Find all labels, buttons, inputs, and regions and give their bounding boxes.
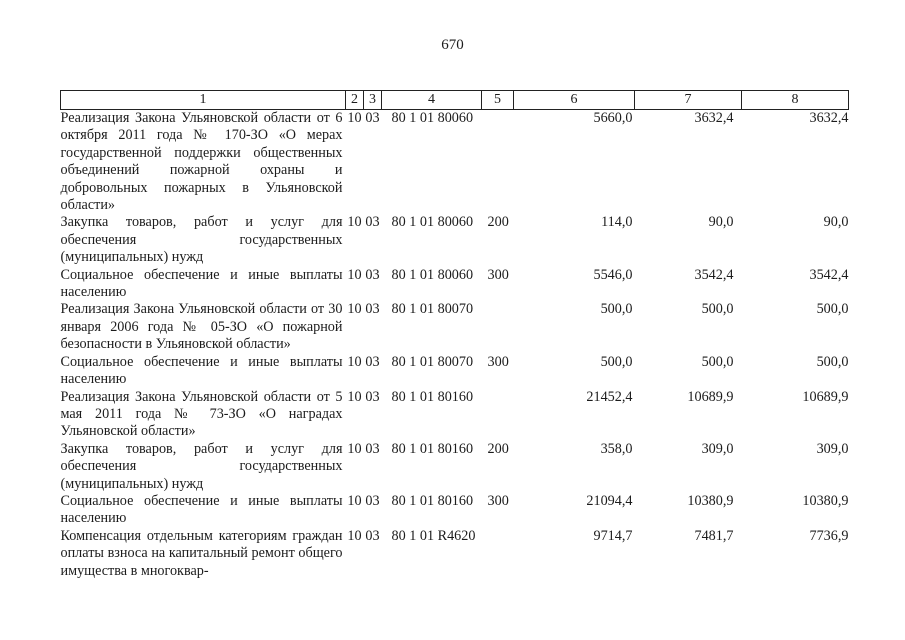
target-article-code: 80 1 01 R4620 [391,527,476,544]
expense-type-code [482,528,514,580]
header-row [61,91,849,110]
amount-col-7: 7481,7 [694,527,734,544]
expense-type-code: 200 [487,214,509,231]
item-name: Реализация Закона Ульяновской области от 30 января 2006 года № 05-ЗО «О пожарной безопасности в Ульяновской области» [60,301,343,353]
target-article-code: 80 1 01 80060 [391,110,474,126]
target-article-code: 80 1 01 80160 [391,388,474,405]
amount-col-6: 9714,7 [593,527,633,544]
expense-type-code [482,301,514,353]
target-article-code: 80 1 01 80060 [391,214,474,231]
item-name: Компенсация отдельным категориям граждан оплаты взноса на капитальный ремонт общего имущества в многоквар- [60,527,343,579]
item-name: Реализация Закона Ульяновской области от 5 мая 2011 года № 73-ЗО «О наградах Ульяновской области» [60,388,343,440]
amount-col-8: 309,0 [816,440,849,457]
column-header-2: 2 [346,91,364,110]
amount-col-6: 500,0 [600,353,633,370]
expense-type-code: 300 [487,492,509,509]
section-code: 10 [347,110,362,126]
amount-col-7: 10689,9 [687,388,734,405]
amount-col-7: 90,0 [708,214,734,231]
amount-col-7: 500,0 [701,353,734,370]
table-row [61,354,849,389]
amount-col-8: 500,0 [816,353,849,370]
column-header-5: 5 [482,91,514,110]
column-header-1: 1 [61,91,346,110]
table-row [61,214,849,266]
column-header-4: 4 [382,91,482,110]
section-code: 10 [347,214,362,231]
amount-col-7: 10380,9 [687,492,734,509]
amount-col-7: 3632,4 [694,110,734,126]
section-code: 10 [347,527,362,544]
section-code: 10 [347,301,362,318]
amount-col-8: 7736,9 [809,527,849,544]
amount-col-6: 5546,0 [593,266,633,283]
table-row [61,110,849,215]
table-row [61,389,849,441]
amount-col-7: 500,0 [701,301,734,318]
subsection-code: 03 [365,353,380,370]
item-name: Социальное обеспечение и иные выплаты населению [60,353,343,388]
item-name: Закупка товаров, работ и услуг для обеспечения государственных (муниципальных) нужд [60,440,343,492]
target-article-code: 80 1 01 80070 [391,353,474,370]
expense-type-code: 300 [487,266,509,283]
subsection-code: 03 [365,388,380,405]
table-body [61,110,849,580]
subsection-code: 03 [365,110,380,126]
amount-col-8: 3542,4 [809,266,849,283]
column-header-3: 3 [364,91,382,110]
amount-col-8: 10689,9 [802,388,849,405]
column-header-8: 8 [742,91,849,110]
table-row [61,267,849,302]
amount-col-6: 500,0 [600,301,633,318]
table-row [61,301,849,353]
item-name: Закупка товаров, работ и услуг для обеспечения государственных (муниципальных) нужд [60,214,343,266]
subsection-code: 03 [365,527,380,544]
item-name: Социальное обеспечение и иные выплаты населению [60,266,343,301]
amount-col-8: 10380,9 [802,492,849,509]
expense-type-code [482,389,514,441]
table-row [61,441,849,493]
column-header-7: 7 [635,91,742,110]
table-row [61,528,849,580]
subsection-code: 03 [365,301,380,318]
target-article-code: 80 1 01 80160 [391,440,474,457]
amount-col-7: 309,0 [701,440,734,457]
amount-col-6: 21094,4 [586,492,633,509]
amount-col-6: 21452,4 [586,388,633,405]
budget-table [60,90,849,580]
subsection-code: 03 [365,214,380,231]
item-name: Социальное обеспечение и иные выплаты населению [60,492,343,527]
subsection-code: 03 [365,492,380,509]
subsection-code: 03 [365,440,380,457]
amount-col-8: 90,0 [823,214,849,231]
table-row [61,493,849,528]
amount-col-6: 358,0 [600,440,633,457]
expense-type-code: 300 [487,353,509,370]
subsection-code: 03 [365,266,380,283]
target-article-code: 80 1 01 80160 [391,492,474,509]
target-article-code: 80 1 01 80070 [391,301,474,318]
expense-type-code: 200 [487,440,509,457]
section-code: 10 [347,388,362,405]
amount-col-8: 3632,4 [809,110,849,126]
target-article-code: 80 1 01 80060 [391,266,474,283]
section-code: 10 [347,492,362,509]
amount-col-6: 5660,0 [593,110,633,126]
amount-col-8: 500,0 [816,301,849,318]
section-code: 10 [347,353,362,370]
section-code: 10 [347,440,362,457]
amount-col-6: 114,0 [601,214,633,231]
section-code: 10 [347,266,362,283]
page-number: 670 [441,37,464,53]
expense-type-code [482,110,514,215]
column-header-6: 6 [514,91,635,110]
item-name: Реализация Закона Ульяновской области от 6 октября 2011 года № 170-ЗО «О мерах государственной поддержки общественных объединений пожарной охраны и добровольных пожарных в Ульяновской области» [60,110,343,214]
amount-col-7: 3542,4 [694,266,734,283]
